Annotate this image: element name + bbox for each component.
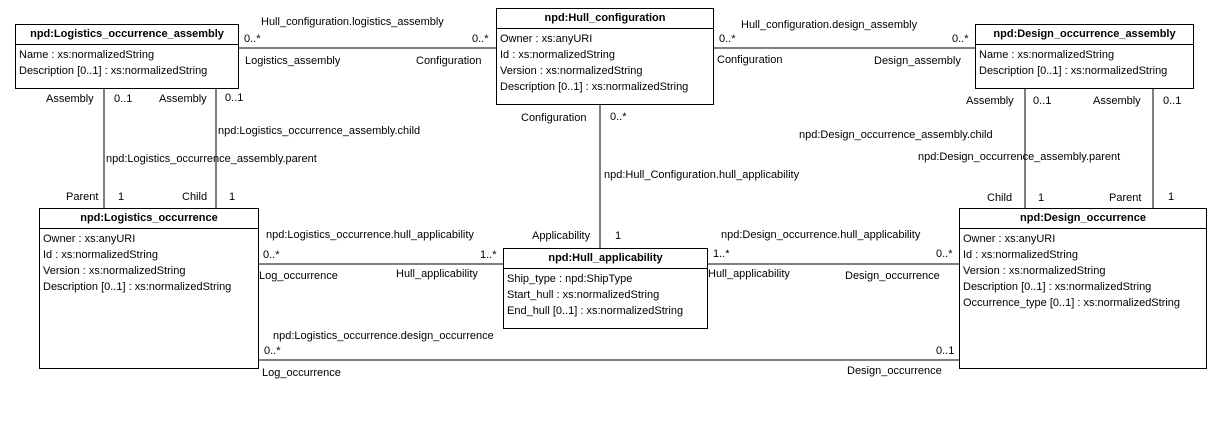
role-label: Log_occurrence — [259, 270, 338, 282]
attribute: Occurrence_type [0..1] : xs:normalizedString — [963, 297, 1181, 309]
attribute: Owner : xs:anyURI — [963, 233, 1056, 245]
attribute: End_hull [0..1] : xs:normalizedString — [507, 305, 684, 317]
role-label: Configuration — [416, 55, 482, 67]
role-label: Applicability — [532, 230, 591, 242]
class-attributes — [976, 45, 1193, 81]
association-name: Hull_configuration.design_assembly — [741, 19, 918, 31]
association-name: npd:Design_occurrence.hull_applicability — [721, 229, 921, 241]
multiplicity-label: 0..1 — [225, 92, 244, 104]
class-title: npd:Logistics_occurrence_assembly — [16, 25, 238, 45]
multiplicity-label: 0..* — [264, 345, 281, 357]
class-design-occurrence-assembly[interactable] — [975, 24, 1194, 89]
role-label: Hull_applicability — [396, 268, 478, 280]
role-label: Child — [182, 191, 208, 203]
role-label: Assembly — [46, 93, 94, 105]
role-label: Parent — [1109, 192, 1142, 204]
attribute: Ship_type : npd:ShipType — [507, 273, 633, 285]
multiplicity-label: 0..* — [936, 248, 953, 260]
multiplicity-label: 1 — [1168, 191, 1175, 203]
association-name: npd:Design_occurrence_assembly.child — [799, 129, 993, 141]
multiplicity-label: 1..* — [713, 248, 730, 260]
multiplicity-label: 1 — [118, 191, 125, 203]
multiplicity-label: 0..* — [244, 33, 261, 45]
role-label: Child — [987, 192, 1013, 204]
class-logistics-occurrence-assembly[interactable] — [15, 24, 239, 89]
class-logistics-occurrence[interactable] — [39, 208, 259, 369]
multiplicity-label: 0..* — [952, 33, 969, 45]
role-label: Assembly — [1093, 95, 1141, 107]
association-name: npd:Hull_Configuration.hull_applicability — [604, 169, 800, 181]
class-attributes — [960, 229, 1206, 313]
class-attributes — [16, 45, 238, 81]
attribute: Version : xs:normalizedString — [500, 65, 643, 77]
attribute: Description [0..1] : xs:normalizedString — [963, 281, 1152, 293]
class-title: npd:Logistics_occurrence — [40, 209, 258, 229]
attribute: Id : xs:normalizedString — [963, 249, 1078, 261]
attribute: Description [0..1] : xs:normalizedString — [979, 65, 1168, 77]
association-name: Hull_configuration.logistics_assembly — [261, 16, 444, 28]
multiplicity-label: 1 — [229, 191, 236, 203]
multiplicity-label: 0..1 — [936, 345, 955, 357]
role-label: Logistics_assembly — [245, 55, 341, 67]
class-hull-applicability[interactable] — [503, 248, 708, 329]
attribute: Description [0..1] : xs:normalizedString — [500, 81, 689, 93]
attribute: Start_hull : xs:normalizedString — [507, 289, 660, 301]
attribute: Id : xs:normalizedString — [43, 249, 158, 261]
role-label: Design_assembly — [874, 55, 961, 67]
multiplicity-label: 1..* — [480, 249, 497, 261]
attribute: Id : xs:normalizedString — [500, 49, 615, 61]
multiplicity-label: 0..* — [263, 249, 280, 261]
class-title: npd:Design_occurrence_assembly — [976, 25, 1193, 45]
class-attributes — [40, 229, 258, 297]
role-label: Configuration — [717, 54, 783, 66]
class-attributes — [497, 29, 713, 97]
association-name: npd:Logistics_occurrence.hull_applicability — [266, 229, 474, 241]
role-label: Design_occurrence — [845, 270, 940, 282]
multiplicity-label: 0..1 — [1033, 95, 1052, 107]
role-label: Assembly — [966, 95, 1014, 107]
attribute: Name : xs:normalizedString — [19, 49, 155, 61]
role-label: Hull_applicability — [708, 268, 790, 280]
class-title: npd:Hull_configuration — [497, 9, 713, 29]
multiplicity-label: 0..1 — [1163, 95, 1182, 107]
role-label: Configuration — [521, 112, 587, 124]
role-label: Assembly — [159, 93, 207, 105]
class-title: npd:Design_occurrence — [960, 209, 1206, 229]
multiplicity-label: 0..* — [719, 33, 736, 45]
multiplicity-label: 0..1 — [114, 93, 133, 105]
role-label: Parent — [66, 191, 99, 203]
association-name: npd:Logistics_occurrence_assembly.parent — [106, 153, 317, 165]
attribute: Owner : xs:anyURI — [500, 33, 593, 45]
class-hull-configuration[interactable] — [496, 8, 714, 105]
association-name: npd:Logistics_occurrence.design_occurrence — [273, 330, 494, 342]
multiplicity-label: 1 — [615, 230, 622, 242]
role-label: Log_occurrence — [262, 367, 341, 379]
multiplicity-label: 1 — [1038, 192, 1045, 204]
multiplicity-label: 0..* — [472, 33, 489, 45]
attribute: Name : xs:normalizedString — [979, 49, 1115, 61]
association-name: npd:Design_occurrence_assembly.parent — [918, 151, 1121, 163]
attribute: Owner : xs:anyURI — [43, 233, 136, 245]
class-title: npd:Hull_applicability — [504, 249, 707, 269]
class-design-occurrence[interactable] — [959, 208, 1207, 369]
role-label: Design_occurrence — [847, 365, 942, 377]
association-name: npd:Logistics_occurrence_assembly.child — [218, 125, 421, 137]
attribute: Description [0..1] : xs:normalizedString — [19, 65, 208, 77]
class-attributes — [504, 269, 707, 321]
multiplicity-label: 0..* — [610, 111, 627, 123]
attribute: Version : xs:normalizedString — [963, 265, 1106, 277]
attribute: Version : xs:normalizedString — [43, 265, 186, 277]
attribute: Description [0..1] : xs:normalizedString — [43, 281, 232, 293]
